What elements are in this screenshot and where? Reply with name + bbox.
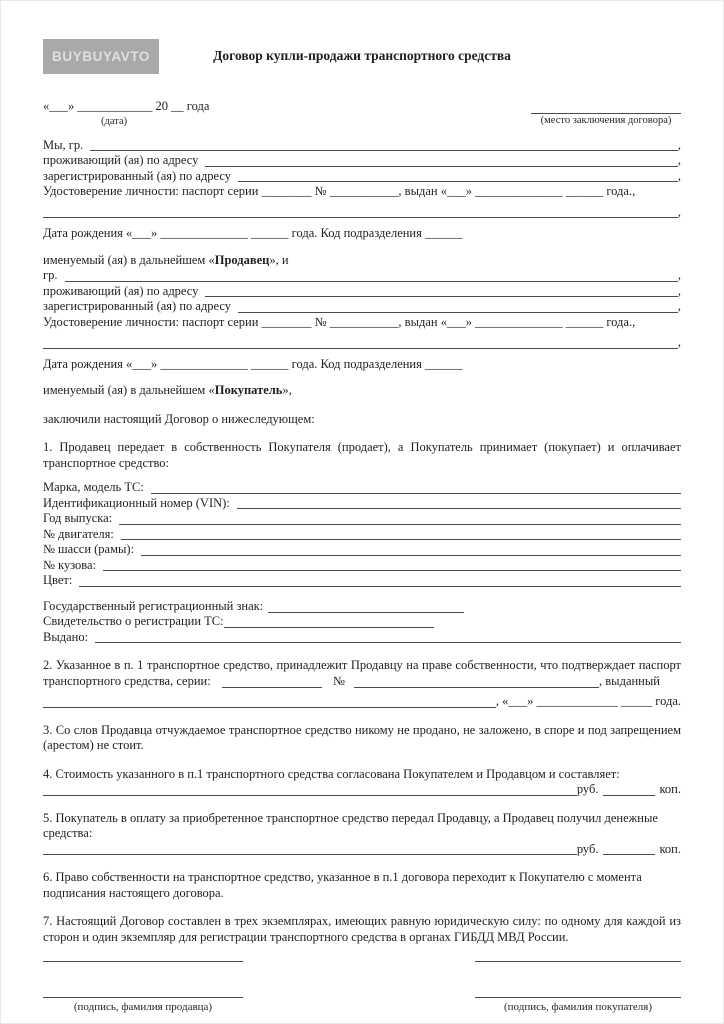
buyer-naming-suffix: », [282,383,292,397]
seller-residing-blank [205,166,677,167]
vehicle-vin-label: Идентификационный номер (VIN): [43,495,230,510]
buyer-role-name: Покупатель [214,383,283,397]
seller-section [43,138,681,269]
pts-number-blank [354,676,599,688]
vehicle-body-label: № кузова: [43,557,97,572]
signature-gap [475,962,681,997]
buyer-name-blank [65,281,678,282]
reg-issued-blank [95,642,681,643]
clause-2-issued-word: , выданный [599,673,660,688]
vehicle-year-blank [119,524,681,525]
kopeks-blank [603,784,655,796]
vehicle-chassis-label: № шасси (рамы): [43,542,135,556]
seller-name-blank [90,150,678,151]
rub-label: руб. [576,782,599,796]
clause-4-amount-row [43,782,681,798]
signature-section [43,961,681,1014]
clause-2-text: 2. Указанное в п. 1 транспортное средство, принадлежит Продавцу на праве собственности, что подтверждает паспорт транспортного средства, серии: [43,658,681,688]
date-blank: «___» ____________ 20 __ года [43,99,210,113]
vehicle-body-row [43,558,681,574]
buyer-registered-blank [238,312,678,313]
vehicle-engine-label: № двигателя: [43,526,114,541]
clause-2-date-tail: , «___» _____________ _____ года. [495,694,681,708]
buyer-passport-issuer-blank [43,348,678,349]
buybuyavto-logo: BUYBUYAVTO [43,39,159,74]
vehicle-make-label: Марка, модель ТС: [43,480,144,494]
buyer-naming-prefix: именуемый (ая) в дальнейшем « [43,383,215,397]
buyer-passport-issuer-row [43,335,681,351]
seller-residing-label: проживающий (ая) по адресу [43,153,199,167]
preamble: заключили настоящий Договор о нижеследующем: [43,411,315,426]
kop-label: коп. [659,841,681,856]
seller-intro-label: Мы, гр. [43,137,84,152]
buyer-registered-row [43,299,681,315]
vehicle-fields [43,480,681,589]
buyer-residing-label: проживающий (ая) по адресу [43,283,199,298]
vehicle-body-blank [103,570,681,571]
vehicle-chassis-row [43,542,681,558]
buyer-passport-line: Удостоверение личности: паспорт серии ________ № ___________, выдан «___» ______________ ______ года., [43,314,636,329]
vehicle-make-blank [151,493,681,494]
seller-registered-blank [238,181,678,182]
kop-label: коп. [659,782,681,796]
seller-registered-label: зарегистрированный (ая) по адресу [43,168,232,183]
seller-naming-suffix: », и [269,252,289,267]
comma: , [677,283,681,298]
date-caption: (дата) [101,115,128,127]
buyer-intro-label: гр. [43,268,58,282]
place-blank-line [531,99,681,114]
comma: , [677,137,681,152]
vehicle-make-row [43,480,681,496]
price-amount-blank [43,795,577,796]
seller-passport-line: Удостоверение личности: паспорт серии ________ № ___________, выдан «___» ______________ ______ года., [43,184,636,198]
vehicle-year-row [43,511,681,527]
vehicle-vin-row [43,496,681,512]
clause-7: 7. Настоящий Договор составлен в трех экземплярах, имеющих равную юридическую силу: по одному для каждой из сторон и один экземпляр для регистрации транспортного средства в органах ГИБДД МВД России. [43,914,681,944]
buyer-section [43,268,681,399]
vehicle-color-row [43,573,681,589]
clause-4: 4. Стоимость указанного в п.1 транспортного средства согласована Покупателем и Продавцом и составляет: [43,766,620,781]
reg-issued-row [43,630,681,646]
comma: , [677,299,681,313]
vehicle-color-label: Цвет: [43,573,73,587]
comma: , [677,268,681,282]
place-col [531,99,681,128]
reg-plate-label: Государственный регистрационный знак: [43,598,264,613]
comma: , [677,168,681,183]
clause-6: 6. Право собственности на транспортное средство, указанное в п.1 договора переходит к Покупателю с момента подписания настоящего договора. [43,870,642,900]
pts-issuer-blank [43,707,496,708]
vehicle-vin-blank [237,508,681,509]
seller-residing-row [43,153,681,169]
clause-2-issuer-row [43,694,681,710]
clause-5-amount-row [43,842,681,858]
buyer-registered-label: зарегистрированный (ая) по адресу [43,299,232,313]
vehicle-year-label: Год выпуска: [43,511,113,525]
buyer-birth-line: Дата рождения «___» ______________ ______ года. Код подразделения ______ [43,356,463,371]
seller-registered-row [43,169,681,185]
reg-cert-blank [224,616,434,628]
reg-cert-row [43,614,681,630]
clause-3: 3. Со слов Продавца отчуждаемое транспортное средство никому не продано, не заложено, в споре и под запрещением (арестом) не стоит. [43,722,681,752]
seller-naming-prefix: именуемый (ая) в дальнейшем « [43,252,215,267]
place-caption: (место заключения договора) [540,115,672,126]
clause-5: 5. Покупатель в оплату за приобретенное транспортное средство передал Продавцу, а Продавец получил денежные средства: [43,810,658,840]
buyer-residing-row [43,284,681,300]
vehicle-chassis-blank [141,555,681,556]
document-body [1,1,723,1014]
comma: , [677,153,681,167]
vehicle-engine-blank [121,539,681,540]
seller-passport-issuer-blank [43,217,678,218]
registration-fields [43,599,681,646]
vehicle-engine-row [43,527,681,543]
seller-passport-issuer-row [43,205,681,221]
date-place-row [43,99,681,128]
seller-signature-block [43,961,243,1014]
comma: , [677,335,681,349]
number-sign: № [332,673,345,688]
rub-label: руб. [576,841,599,856]
date-col [43,99,209,128]
pts-series-blank [222,676,322,688]
buyer-naming-line [43,383,681,399]
buyer-name-row [43,268,681,284]
seller-birth-line: Дата рождения «___» ______________ ______ года. Код подразделения ______ [43,226,463,240]
document-header [43,37,681,95]
comma: , [677,204,681,219]
document-title: Договор купли-продажи транспортного средства [213,48,511,63]
clause-2 [43,658,681,689]
buyer-residing-blank [205,296,677,297]
reg-issued-label: Выдано: [43,629,89,644]
reg-plate-row [43,599,681,615]
vehicle-color-blank [79,586,681,587]
reg-plate-blank [268,601,464,613]
reg-cert-label: Свидетельство о регистрации ТС: [43,614,224,628]
seller-naming-line [43,253,681,269]
paid-amount-blank [43,854,577,855]
seller-role-name: Продавец [214,252,270,267]
seller-name-row [43,138,681,154]
buyer-signature-block [475,961,681,1014]
kopeks-blank [603,843,655,855]
signature-gap [43,962,243,997]
buyer-signature-caption: (подпись, фамилия покупателя) [503,1001,652,1013]
seller-signature-caption: (подпись, фамилия продавца) [73,1001,213,1013]
clause-1: 1. Продавец передает в собственность Покупателя (продает), а Покупатель принимает (покупает) и оплачивает транспортное средство: [43,440,681,470]
